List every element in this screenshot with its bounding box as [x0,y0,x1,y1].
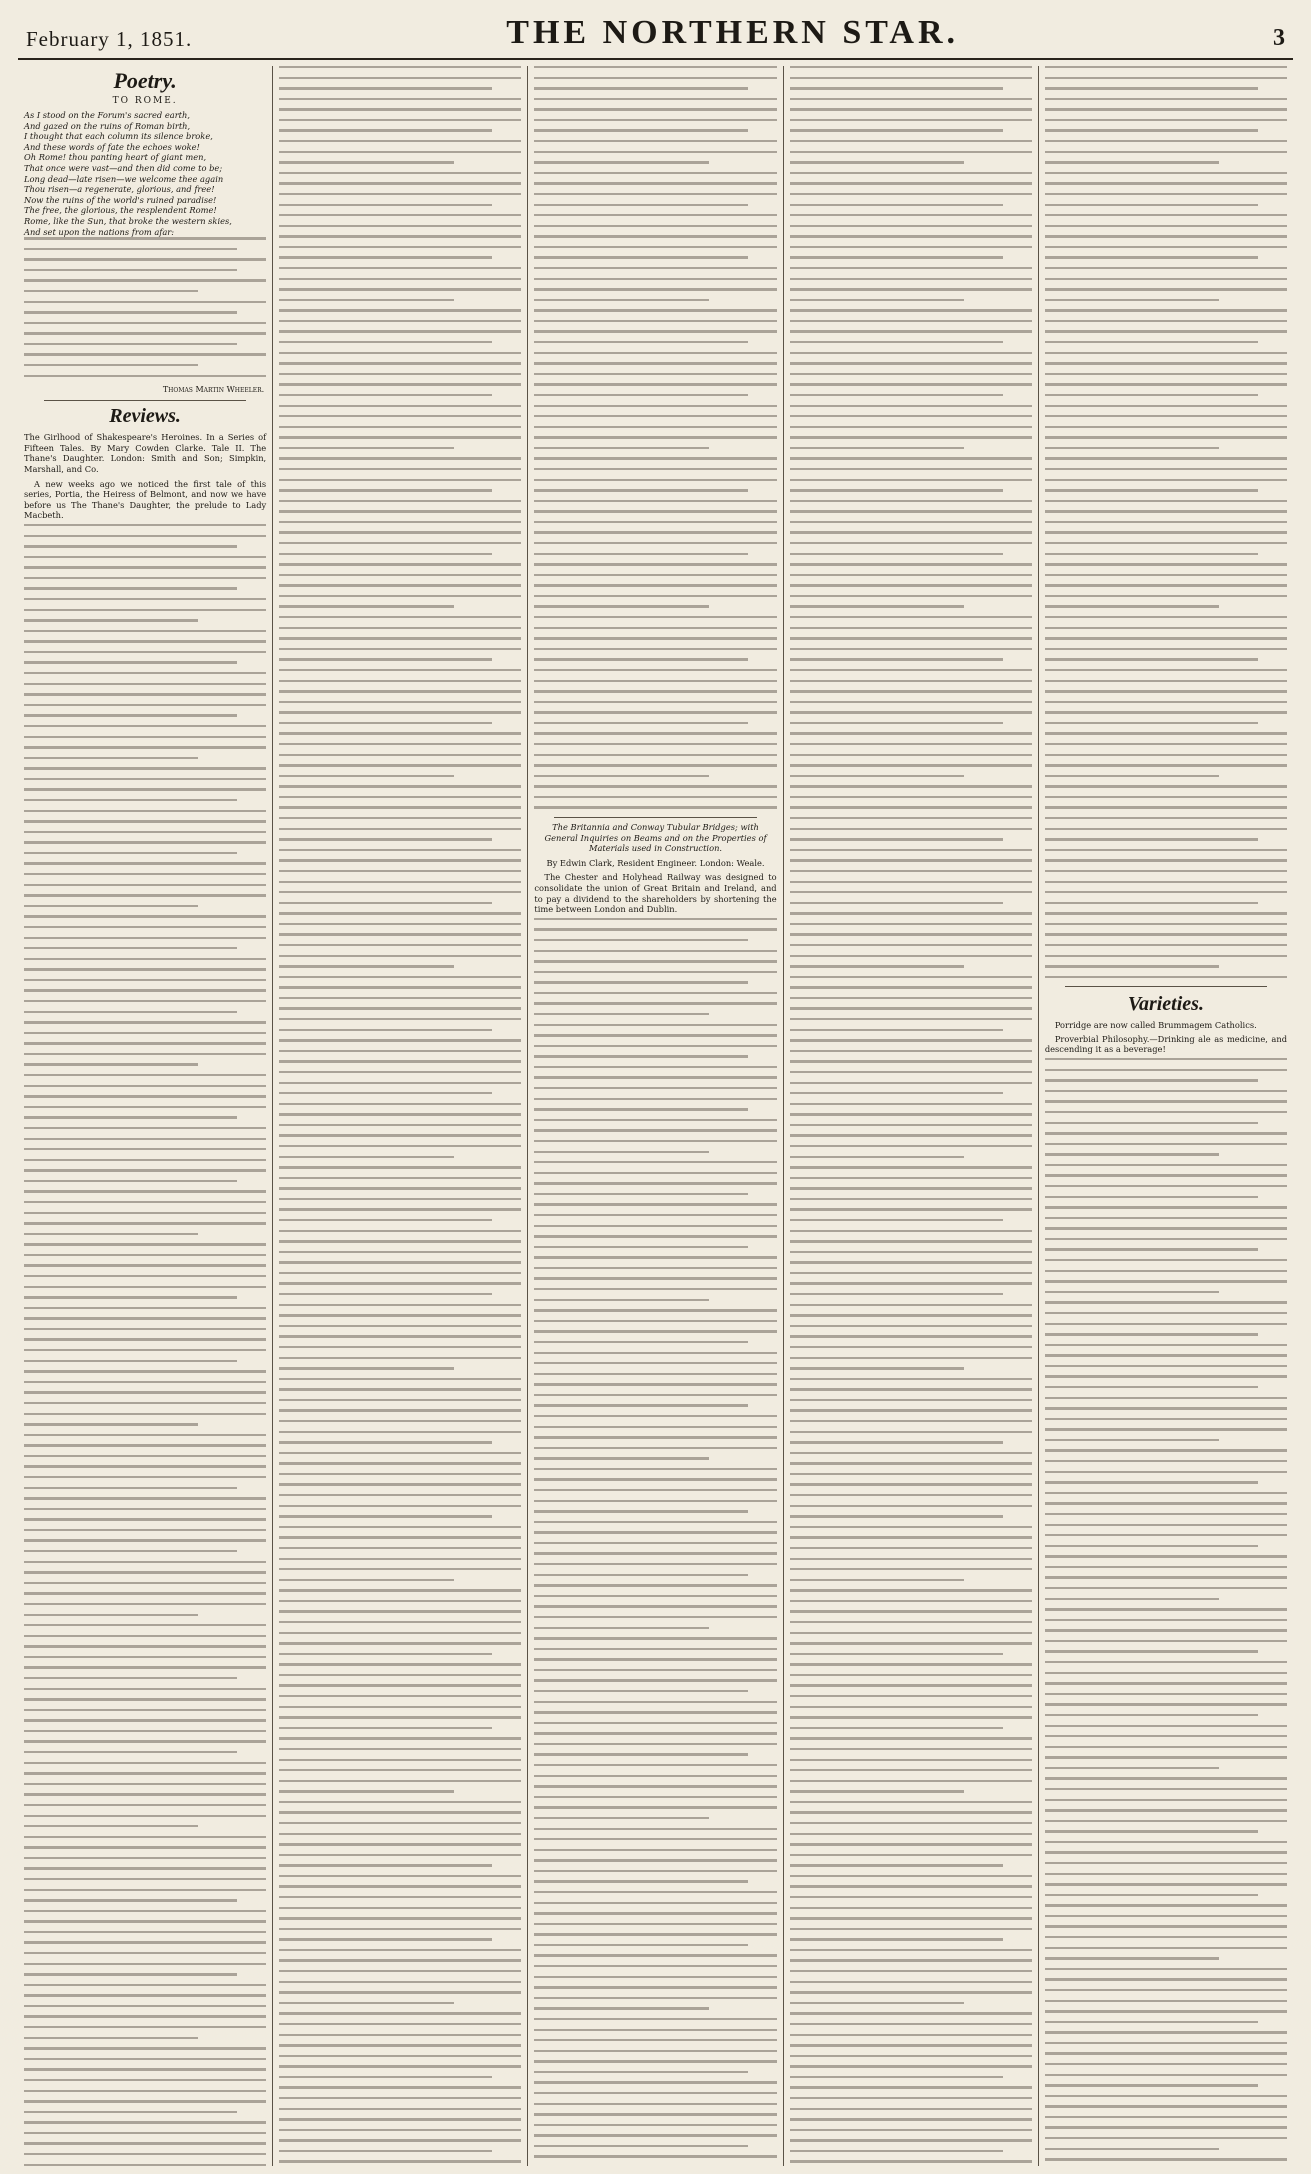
column-1 [18,66,273,2166]
masthead [18,0,1293,60]
divider [1065,986,1267,987]
column-3-top-text [534,66,776,809]
divider [44,400,246,401]
poem-continuation [24,237,266,377]
poem-line: And set upon the nations from afar: [24,226,175,237]
column-2-text [279,66,521,2166]
varieties-heading: Varieties. [1127,993,1204,1016]
bridge-review-title: The Britannia and Conway Tubular Bridges; with General Inquiries on Beams and on the Properties of Materials used in Construction. [544,822,767,854]
column-3 [528,66,783,2166]
poem-line: Long dead—late risen—we welcome thee again [24,173,224,184]
bridge-review-body [534,918,776,2166]
review-opening: A new weeks ago we noticed the first tale of this series, Portia, the Heiress of Belmont, and now we have before us The Thane's Daughter, the prelude to Lady Macbeth. [24,478,267,521]
poem-line: Thou risen—a regenerate, glorious, and free! [24,184,215,195]
bridge-review-byline: By Edwin Clark, Resident Engineer. London: Weale. [546,857,765,868]
reviews-heading: Reviews. [109,405,181,428]
poem-line: And these words of fate the echoes woke! [24,141,200,152]
column-4 [784,66,1039,2166]
issue-date: February 1, 1851. [26,27,193,51]
review-body-text [24,524,266,2166]
poem-body [24,110,266,237]
bridge-review-opening: The Chester and Holyhead Railway was designed to consolidate the union of Great Britain and Ireland, and to pay a dividend to the shareholders by shortening the time between London and Dublin. [534,872,777,915]
poem-line: Now the ruins of the world's ruined paradise! [24,194,217,205]
varieties-item: Proverbial Philosophy.—Drinking ale as medicine, and descending it as a beverage! [1044,1033,1288,1055]
varieties-body [1045,1058,1287,2166]
poem-line: As I stood on the Forum's sacred earth, [24,110,190,120]
divider [554,817,756,818]
poem-line: That once were vast—and then did come to be; [24,162,223,173]
poem-line: I thought that each column its silence broke, [24,131,213,142]
varieties-item: Porridge are now called Brummagem Catholics. [1054,1020,1257,1031]
newspaper-title: THE NORTHERN STAR. [506,14,960,51]
column-4-text [790,66,1032,2166]
poem-line: Oh Rome! thou panting heart of giant men, [24,152,207,163]
poem-line: Rome, like the Sun, that broke the western skies, [24,215,232,226]
column-2 [273,66,528,2166]
column-layout [18,66,1293,2166]
poem-line: The free, the glorious, the resplendent Rome! [24,205,217,216]
review-title: The Girlhood of Shakespeare's Heroines. In a Series of Fifteen Tales. By Mary Cowden Clarke. Tale II. The Thane's Daughter. London: Smith and Son; Simpkin, Marshall, and Co. [24,432,267,474]
poem-title: TO ROME. [112,96,178,106]
page-number: 3 [1273,25,1285,51]
column-5 [1039,66,1293,2166]
poetry-heading: Poetry. [113,68,177,93]
poem-line: And gazed on the ruins of Roman birth, [24,120,191,131]
poem-signature: Thomas Martin Wheeler. [162,385,265,395]
column-5-top-text [1045,66,1287,978]
